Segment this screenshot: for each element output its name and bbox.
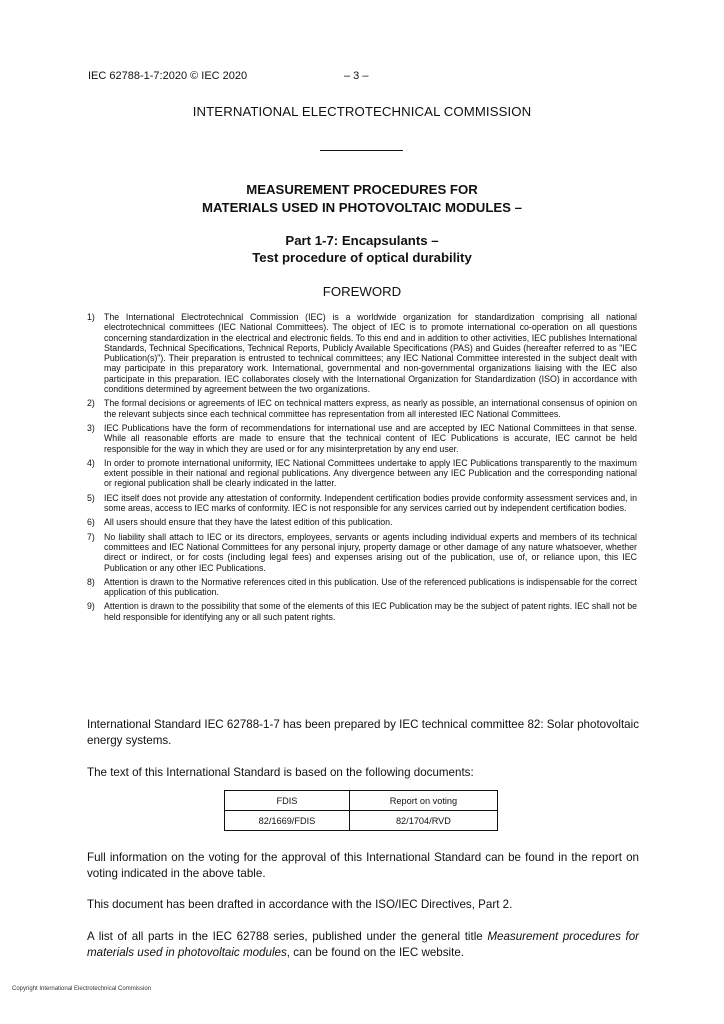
foreword-item [87,398,637,419]
foreword-item-number: 9) [87,601,95,612]
foreword-item-text: Attention is drawn to the Normative references cited in this publication. Use of the referenced publications is indispensable for the correct application of this publication. [104,576,637,598]
foreword-item-number: 1) [87,312,95,322]
foreword-item [87,312,637,394]
part-title-line-1: Part 1-7: Encapsulants – [285,233,439,248]
foreword-item [87,517,637,527]
table-header-cell: Report on voting [349,791,497,811]
table-cell: 82/1704/RVD [349,811,497,831]
paragraph-directives: This document has been drafted in accordance with the ISO/IEC Directives, Part 2. [87,898,513,911]
series-text-end: , can be found on the IEC website. [286,946,465,959]
copyright-notice: Copyright International Electrotechnical Commission [12,986,152,992]
foreword-list [87,312,637,626]
foreword-heading: FOREWORD [322,284,402,299]
title-line-2: MATERIALS USED IN PHOTOVOLTAIC MODULES – [202,200,522,215]
foreword-item-text: Attention is drawn to the possibility that some of the elements of this IEC Publication may be the subject of patent rights. IEC shall not be held responsible for identifying any or all such patent rights. [104,601,637,622]
foreword-item [87,532,637,573]
foreword-item [87,423,637,454]
paragraph-series-list [87,929,639,961]
foreword-item-number: 8) [87,576,95,587]
paragraph-voting-info: Full information on the voting for the approval of this International Standard can be found in the report on voting indicated in the above table. [87,851,639,880]
paragraph-committee: International Standard IEC 62788-1-7 has been prepared by IEC technical committee 82: Solar photovoltaic energy systems. [87,718,639,747]
table-cell: 82/1669/FDIS [225,811,350,831]
foreword-item-text: In order to promote international uniformity, IEC National Committees undertake to apply IEC Publications transparently to the maximum extent possible in their national and regional publications. Any divergence between any IEC Publication and the corresponding national or regional publication shall be clearly indicated in the latter. [104,457,637,489]
foreword-item [87,601,637,622]
foreword-item-text: IEC itself does not provide any attestation of conformity. Independent certification bodies provide conformity assessment services and, in some areas, access to IEC marks of conformity. IEC is not responsible for any services carried out by independent certification bodies. [104,492,637,514]
foreword-item-number: 4) [87,457,95,468]
page-number: – 3 – [344,70,369,82]
foreword-item-number: 3) [87,422,95,433]
voting-table [224,790,498,831]
organization-name: INTERNATIONAL ELECTROTECHNICAL COMMISSION [192,104,532,119]
title-divider [320,150,403,151]
table-header-cell: FDIS [225,791,350,811]
series-text-start: A list of all parts in the IEC 62788 series, published under the general title [87,930,488,943]
foreword-item-number: 2) [87,398,95,409]
running-header [88,69,648,83]
foreword-item-text: No liability shall attach to IEC or its directors, employees, servants or agents including individual experts and members of its technical committees and IEC National Committees for any personal injury, property damage or other damage of any nature whatsoever, whether direct or indirect, or for costs (including legal fees) and expenses arising out of the publication, use of, or reliance upon, this IEC Publication or any other IEC Publications. [104,531,637,573]
paragraph-documents-intro: The text of this International Standard is based on the following documents: [87,766,474,779]
title-line-1: MEASUREMENT PROCEDURES FOR [246,182,478,197]
foreword-item-text: IEC Publications have the form of recommendations for international use and are accepted by IEC National Committees in that sense. While all reasonable efforts are made to ensure that the technical content of IEC Publications is accurate, IEC cannot be held responsible for the way in which they are used or for any misinterpretation by any end user. [104,422,637,454]
foreword-item [87,493,637,514]
foreword-item-text: The International Electrotechnical Commission (IEC) is a worldwide organization for standardization comprising all national electrotechnical committees (IEC National Committees). The object of IEC is to promote international co-operation on all questions concerning standardization in the electrical and electronic fields. To this end and in addition to other activities, IEC publishes International Standards, Technical Specifications, Technical Reports, Publicly Available Specifications (PAS) and Guides (hereafter referred to as "IEC Publication(s)"). Their preparation is entrusted to technical committees; any IEC National Committee interested in the subject dealt with may participate in this preparatory work. International, governmental and non-governmental organizations liaising with the IEC also participate in this preparation. IEC collaborates closely with the International Organization for Standardization (ISO) in accordance with conditions determined by agreement between the two organizations. [104,312,637,395]
foreword-item [87,577,637,598]
foreword-item-text: All users should ensure that they have the latest edition of this publication. [104,517,393,528]
table-row [225,811,498,831]
foreword-item-number: 6) [87,517,95,528]
part-title-line-2: Test procedure of optical durability [252,250,472,265]
foreword-item-text: The formal decisions or agreements of IEC on technical matters express, as nearly as possible, an international consensus of opinion on the relevant subjects since each technical committee has representation from all interested IEC National Committees. [104,398,637,419]
standard-reference: IEC 62788-1-7:2020 © IEC 2020 [88,70,248,82]
foreword-item-number: 5) [87,492,95,503]
document-title [0,181,724,217]
foreword-item-number: 7) [87,531,95,542]
series-general-title: Measurement procedures for materials used in photovoltaic modules [87,930,639,959]
table-header-row [225,791,498,811]
foreword-item [87,458,637,489]
part-title [0,232,724,266]
